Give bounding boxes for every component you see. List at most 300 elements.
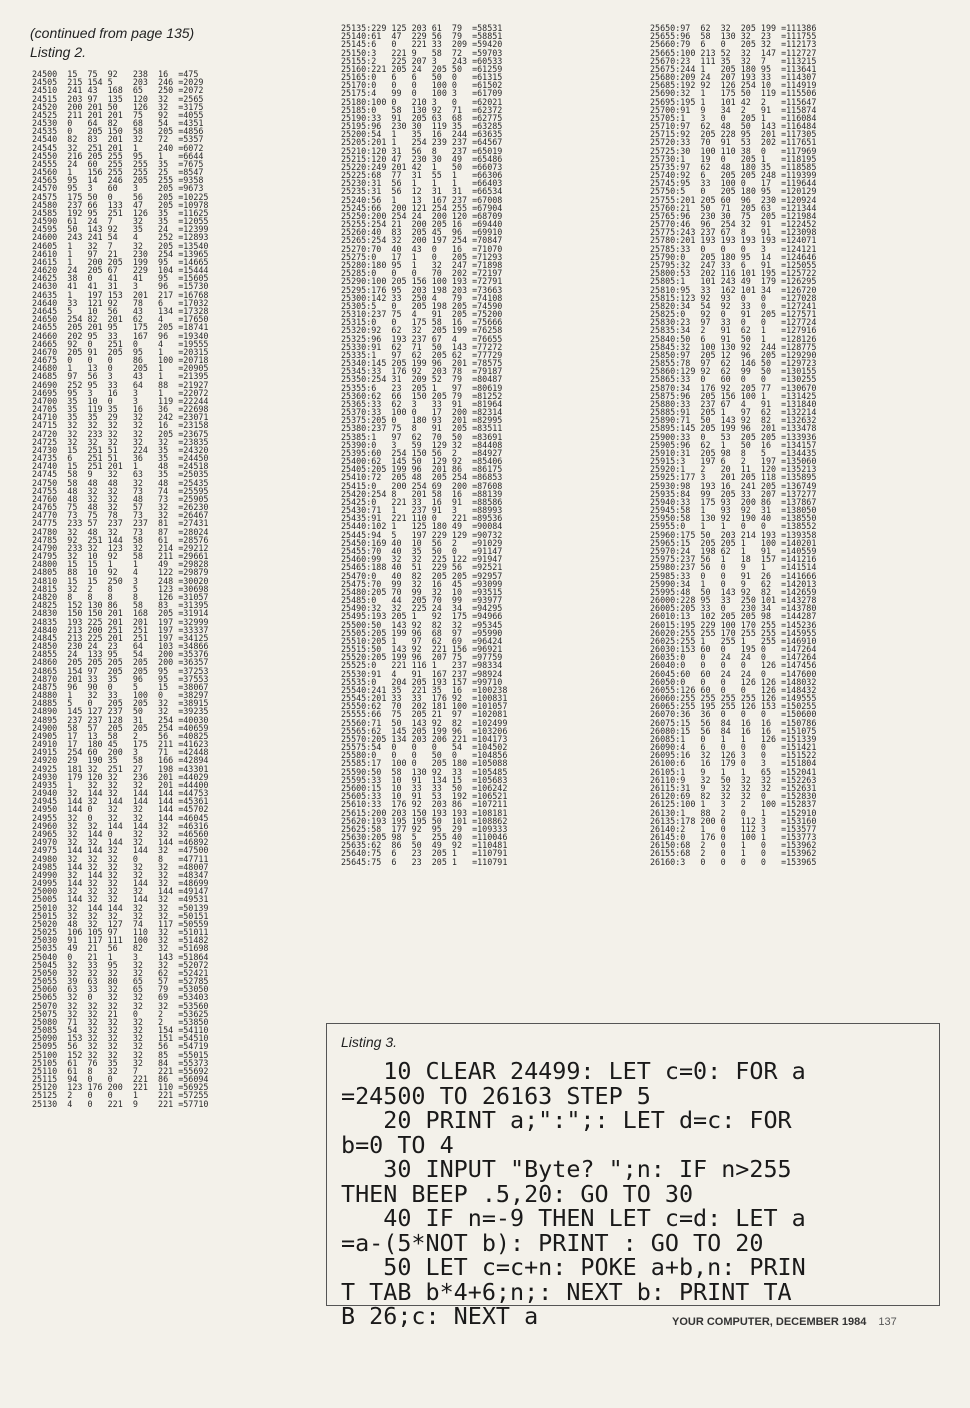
listing-row: 25815:123 92 93 0 0 =127028 [650,293,817,302]
code-line: =a-(5*NOT b): PRINT : GO TO 20 [341,1230,764,1255]
listing-row: 25660:79 6 0 205 32 =112173 [650,40,817,49]
listing-row: 25305:5 0 205 198 205 =74590 [341,301,503,311]
listing-row: 24635 1 197 153 201 217 =16768 [32,290,209,299]
listing-row: 25140:61 47 229 56 79 =58851 [341,32,503,41]
listing-row: 25730:1 19 0 205 1 =118195 [650,154,817,163]
listing-row: 25840:50 6 91 50 1 =128126 [650,334,817,343]
listing-row: 25680:209 24 207 193 33 =114307 [650,73,817,82]
listing-row: 24815 32 2 8 5 123 =30698 [32,584,209,593]
listing-row: 24530 0 64 82 68 54 =4351 [32,119,204,128]
listing-row: 25905:96 62 1 50 16 =134157 [650,440,817,449]
listing-row: 26055:126 60 0 0 126 =148432 [650,685,817,695]
listing-row: 25490:32 32 225 24 34 =94295 [341,604,503,613]
listing-row: 25180:100 0 210 3 0 =62021 [341,97,503,106]
listing-row: 25275:0 17 1 0 205 =71293 [341,252,503,261]
listing-row: 25265:254 32 200 197 254 =70847 [341,236,503,245]
listing-row: 24940 32 144 32 144 144 =44753 [32,789,209,798]
listing-row: 25035 49 21 56 82 32 =51698 [32,944,209,953]
listing-row: 24860 205 205 205 205 200 =36357 [32,658,209,667]
listing-row: 24835 193 225 201 201 197 =32999 [32,617,209,626]
listing-row: 24500 15 75 92 238 16 =475 [32,70,199,79]
listing-row: 25565:62 145 205 199 96 =103206 [341,726,508,735]
listing-row: 25080 71 32 32 32 2 =53850 [32,1017,209,1027]
listing-row: 25345:33 176 92 203 78 =79187 [341,367,503,376]
listing-row: 25390:0 3 59 129 32 =84408 [341,440,503,449]
listing-row: 25560:71 50 143 92 82 =102499 [341,718,508,727]
listing-row: 26010:13 102 205 205 98 =144287 [650,612,817,621]
listing-row: 26090:4 6 0 0 0 =151421 [650,743,817,752]
listing-row: 25060 63 33 32 65 79 =53050 [32,985,209,994]
listing-row: 26065:255 195 255 126 153 =150255 [650,702,817,711]
listing-row: 25210:120 31 56 8 237 =65019 [341,146,503,155]
listing-row: 24730 15 251 51 224 35 =24320 [32,445,209,455]
listing-row: 24685 97 56 3 43 1 =21395 [32,372,209,381]
listing-row: 25325:96 193 237 67 4 =76655 [341,334,503,343]
listing-row: 24795 32 10 92 58 211 =29661 [32,552,209,561]
listing-row: 25865:33 0 60 0 0 =130255 [650,375,817,384]
listing-row: 24575 175 50 0 56 205 =10225 [32,192,209,201]
listing-row: 24975 144 144 32 144 32 =47500 [32,846,209,855]
listing-row: 25605:33 10 91 53 192 =106521 [341,792,508,801]
listing-row: 24540 82 83 201 32 72 =5357 [32,135,204,144]
listing-row: 25250:200 254 24 200 120 =68709 [341,211,503,221]
listing-row: 25085 54 32 32 32 154 =54110 [32,1026,209,1035]
listing-row: 25875:96 205 156 100 1 =131425 [650,391,817,400]
listing-row: 24825 152 130 86 58 83 =31395 [32,601,209,610]
listing-row: 25040 0 21 1 3 143 =51864 [32,952,209,961]
listing-row: 26000:228 95 33 250 101 =143278 [650,596,817,605]
listing-row: 24620 24 205 67 229 104 =15444 [32,266,209,275]
listing-row: 25385:1 97 62 70 50 =83691 [341,432,503,441]
listing2-title: Listing 2. [30,44,87,60]
listing-row: 25735:97 62 48 180 35 =118585 [650,162,817,172]
listing-row: 26145:0 176 0 100 1 =153773 [650,833,817,842]
listing-row: 25715:92 205 228 95 201 =117305 [650,130,817,139]
listing-row: 24625 38 0 41 41 95 =15605 [32,274,209,283]
listing-row: 25090 153 32 32 32 151 =54510 [32,1034,209,1043]
magazine-name: YOUR COMPUTER, DECEMBER 1984 [672,1316,867,1328]
page-footer [672,1316,897,1328]
listing-row: 24565 95 14 246 205 255 =9358 [32,176,204,185]
listing-row: 25745:95 33 100 0 17 =119644 [650,179,817,188]
listing-row: 25435:91 221 110 0 221 =89536 [341,514,503,523]
listing-row: 25185:0 58 130 92 71 =62372 [341,105,503,114]
listing-row: 24755 48 32 32 73 74 =25595 [32,486,209,495]
listing-row: 25395:60 254 150 56 2 =84927 [341,448,503,458]
listing-row: 25520:205 199 96 207 75 =97759 [341,653,503,662]
listing-row: 24650 254 82 201 62 4 =17650 [32,315,209,324]
listing-row: 25015 32 32 32 32 32 =50151 [32,911,209,920]
listing-row: 24970 32 32 144 32 144 =46892 [32,838,209,847]
listing-row: 25100 152 32 32 32 85 =55015 [32,1050,209,1059]
listing-row: 25195:96 230 30 119 35 =63285 [341,122,503,131]
listing-row: 25010 32 144 144 32 32 =50139 [32,903,209,912]
continued-note: (continued from page 135) [30,25,195,41]
listing-row: 24910 17 180 45 175 211 =41623 [32,740,209,749]
listing-row: 25430:71 1 237 91 3 =88993 [341,506,503,515]
listing-row: 24880 1 32 33 100 0 =38297 [32,691,209,700]
listing-row: 25820:34 54 92 33 0 =127241 [650,301,817,311]
listing-row: 25125 2 0 0 1 221 =57255 [32,1091,209,1100]
listing-row: 25000 32 32 32 32 144 =49147 [32,887,209,896]
listing-row: 26140:2 1 0 112 3 =153577 [650,824,817,834]
listing-row: 24905 17 13 58 2 56 =40825 [32,731,209,741]
listing-row: 25635:62 86 50 49 92 =110481 [341,841,508,850]
listing-row: 25420:254 8 201 58 16 =88139 [341,489,503,498]
listing-row: 24830 150 150 201 168 205 =31914 [32,609,209,618]
listing-row: 24920 29 190 35 58 166 =42894 [32,756,209,765]
listing-row: 25495:193 205 1 92 175 =94966 [341,612,503,621]
listing-row: 24630 41 41 31 3 96 =15730 [32,282,209,291]
listing-row: 25075 32 32 21 0 2 =53625 [32,1009,209,1018]
listing-row: 25405:205 199 96 201 86 =86175 [341,465,503,474]
listing-row: 25525:0 221 116 1 237 =98334 [341,661,503,670]
listing-row: 26130:1 88 2 0 1 =152910 [650,808,817,817]
listing-row: 25690:32 1 175 50 119 =115506 [650,89,817,98]
listing-row: 24930 179 120 32 236 201 =44029 [32,772,209,781]
listing-row: 25600:15 10 33 33 50 =106242 [341,783,508,793]
listing-row: 25940:33 175 93 200 86 =137867 [650,497,817,507]
listing-row: 25770:46 96 254 32 91 =122452 [650,220,817,229]
listing-row: 25695:195 1 101 42 2 =115647 [650,97,817,106]
listing-row: 25500:50 143 92 82 32 =95345 [341,620,503,629]
code-line: B 26;c: NEXT a [341,1304,539,1329]
listing-row: 25880:33 237 67 4 91 =131840 [650,399,817,409]
listing-row: 24810 15 15 250 3 248 =30020 [32,576,209,585]
listing-row: 25260:40 83 205 45 96 =69910 [341,228,503,237]
code-line: 20 PRINT a;":";: LET d=c: FOR [341,1108,792,1133]
listing-row: 24645 5 10 56 43 134 =17328 [32,306,209,316]
listing-row: 25540:241 35 221 35 16 =100238 [341,685,508,695]
listing-row: 25200:54 1 35 16 244 =63635 [341,130,503,139]
code-line: 10 CLEAR 24499: LET c=0: FOR a [341,1059,806,1084]
listing-row: 25970:24 198 62 1 91 =140559 [650,547,817,556]
listing-row: 25095 56 32 32 32 56 =54719 [32,1042,209,1051]
listing-row: 25740:92 6 205 205 248 =119399 [650,171,817,180]
listing-row: 25360:62 66 150 205 79 =81252 [341,391,503,400]
listing-row: 24800 15 15 1 1 49 =29828 [32,560,209,569]
code-line: T TAB b*4+6;n;: NEXT b: PRINT TA [341,1279,792,1304]
listing-row: 24855 24 133 95 54 200 =35376 [32,650,209,659]
listing-row: 25725:30 100 110 38 0 =117969 [650,146,817,155]
listing-row: 24765 75 48 32 57 32 =26230 [32,503,209,512]
listing-row: 26035:0 0 24 24 0 =147264 [650,653,817,662]
listing-row: 25965:15 205 205 1 100 =140201 [650,538,817,547]
listing-row: 24955 32 0 32 32 144 =46045 [32,813,209,822]
listing-row: 25570:205 134 203 206 221 =104173 [341,734,508,744]
listing-row: 25150:3 221 9 58 72 =59703 [341,48,503,57]
listing-row: 25295:176 95 203 198 203 =73663 [341,285,503,294]
listing-row: 25145:6 0 221 33 209 =59420 [341,40,503,49]
listing-row: 25750:5 0 205 180 95 =120129 [650,187,817,196]
listing-row: 26095:16 32 126 3 0 =151522 [650,751,817,760]
listing-row: 25930:98 193 16 241 205 =136749 [650,481,817,490]
listing-row: 25005 144 32 32 144 32 =49531 [32,895,209,904]
listing-row: 25595:33 10 91 134 15 =105683 [341,775,508,784]
listing-row: 24785 92 251 144 58 61 =28576 [32,535,209,544]
listing-row: 25910:31 205 98 8 5 =134435 [650,448,817,458]
listing-row: 25530:91 4 91 167 237 =98924 [341,669,503,678]
listing-row: 26045:60 60 24 24 0 =147600 [650,669,817,678]
listing-row: 25045 32 33 95 32 32 =52072 [32,960,209,969]
page-header [30,24,310,62]
listing-row: 24820 8 8 8 8 126 =31057 [32,593,209,602]
listing-row: 25800:53 202 116 101 195 =125722 [650,269,817,278]
listing-row: 26005:205 33 0 230 34 =143780 [650,604,817,613]
listing-row: 24865 154 97 205 205 95 =37253 [32,666,209,675]
listing-row: 24570 95 3 60 3 205 =9673 [32,184,204,193]
listing-row: 25070 32 32 32 32 32 =53560 [32,1001,209,1010]
listing-row: 24915 254 60 200 3 71 =42448 [32,748,209,757]
listing-row: 26100:6 16 179 0 3 =151804 [650,759,817,768]
listing-row: 26070:36 36 0 0 0 =150600 [650,710,817,719]
listing-row: 25990:34 1 0 9 62 =142013 [650,579,817,588]
listing-row: 24510 241 43 168 65 250 =2072 [32,86,204,95]
listing-row: 25220:249 201 42 1 50 =66073 [341,162,503,172]
code-line: =24500 TO 26163 STEP 5 [341,1083,651,1108]
listing-row: 26150:68 2 0 1 0 =153962 [650,841,817,850]
listing-row: 25370:33 100 0 17 200 =82314 [341,408,503,417]
listing-row: 25755:201 205 60 96 230 =120924 [650,195,817,204]
listing-row: 25165:0 6 6 50 0 =61315 [341,73,503,82]
listing-row: 24700 35 10 0 3 119 =22244 [32,396,209,406]
listing-row: 25895:145 205 199 96 201 =133478 [650,424,817,433]
code-line: 40 IF n=-9 THEN LET c=d: LET a [341,1206,806,1231]
listing-row: 25410:72 205 48 205 254 =86853 [341,473,503,482]
listing-row: 25720:33 70 91 53 202 =117651 [650,138,817,147]
listing-row: 25585:17 100 0 205 180 =105088 [341,759,508,768]
listing-row: 25155:2 225 207 3 243 =60533 [341,56,503,65]
listing-row: 26075:15 56 84 16 16 =150786 [650,718,817,727]
listing-row: 25900:33 0 53 205 205 =133936 [650,432,817,441]
listing-row: 25315:0 0 175 58 16 =75666 [341,318,503,327]
listing-row: 25625:58 177 92 95 29 =109333 [341,824,508,834]
listing-row: 24845 213 225 201 251 197 =34125 [32,633,209,643]
listing-row: 25340:145 205 199 96 201 =78575 [341,359,503,368]
listing-row: 26080:15 56 84 16 16 =151075 [650,726,817,735]
listing-row: 25620:193 195 195 50 101 =108862 [341,816,508,825]
listing-row: 25310:237 75 4 91 205 =75200 [341,310,503,319]
listing-row: 25870:34 176 92 205 77 =130670 [650,383,817,392]
listing-row: 25065 32 0 32 32 69 =53403 [32,993,209,1002]
listing-row: 24520 200 201 50 126 32 =3175 [32,102,204,111]
listing-row: 25330:91 62 71 50 143 =77272 [341,342,503,351]
listing-row: 25795:32 247 33 6 91 =125055 [650,260,817,270]
listing-row: 25860:129 92 62 99 50 =130155 [650,367,817,376]
listing-row: 25025 106 105 97 110 32 =51011 [32,928,209,937]
listing-row: 25455:70 40 35 50 0 =91147 [341,547,503,556]
listing-row: 24950 144 0 32 32 144 =45702 [32,805,209,814]
listing-row: 24605 1 32 7 32 205 =13540 [32,241,209,250]
listing-row: 25335:1 97 62 205 62 =77729 [341,350,503,360]
listing-row: 25205:201 1 254 239 237 =64567 [341,138,503,147]
listing-row: 25950:58 130 92 190 40 =138550 [650,514,817,523]
listing-row: 25575:54 0 0 0 54 =104502 [341,743,508,752]
listing-row: 25245:66 200 121 254 255 =67904 [341,203,503,212]
listing-row: 25400:62 145 50 129 92 =85406 [341,457,503,466]
listing-row: 24900 58 57 205 205 254 =40659 [32,723,209,732]
listing-row: 24735 6 251 51 36 35 =24450 [32,454,209,463]
listing-row: 25885:91 205 1 97 62 =132214 [650,408,817,417]
listing-row: 24505 215 154 5 203 246 =2029 [32,78,204,87]
listing-row: 25270:70 40 43 0 16 =71070 [341,244,503,253]
listing-row: 25655:96 58 130 32 23 =111755 [650,32,817,41]
listing-row: 26160:3 0 0 0 0 =153965 [650,857,817,866]
listing-row: 25170:0 0 0 100 0 =61502 [341,81,503,90]
listing-row: 25365:33 62 3 33 91 =81964 [341,399,503,409]
listing-row: 24990 32 144 32 32 32 =48347 [32,870,209,880]
listing-row: 24580 237 66 133 47 205 =10978 [32,200,209,209]
listing-row: 24660 202 95 33 167 96 =19340 [32,331,209,340]
listing-row: 25980:237 56 0 9 1 =141514 [650,563,817,572]
listing-row: 25765:96 230 30 75 205 =121984 [650,211,817,221]
listing-row: 25110 61 8 32 7 221 =55692 [32,1066,209,1076]
listing-row: 24615 1 200 205 199 95 =14665 [32,257,209,267]
page-number: 137 [878,1316,897,1328]
listing-row: 24710 35 35 29 32 242 =23071 [32,413,209,422]
listing-row: 24705 35 119 35 16 36 =22698 [32,405,209,414]
listing-row: 24600 243 241 54 4 252 =12893 [32,233,209,242]
listing-row: 25290:100 205 156 100 193 =72791 [341,277,503,286]
code-line: 30 INPUT "Byte? ";n: IF n>255 [341,1157,792,1182]
listing-row: 25670:23 111 35 32 7 =113215 [650,56,817,65]
listing-row: 25215:120 47 230 30 49 =65486 [341,154,503,163]
listing-row: 26105:1 9 1 1 65 =152041 [650,767,817,776]
code-line: b=0 TO 4 [341,1132,454,1157]
listing-row: 26040:0 0 0 0 126 =147456 [650,661,817,670]
listing-row: 25685:192 92 126 254 10 =114919 [650,81,817,90]
listing-row: 25535:0 204 205 193 157 =99710 [341,677,503,686]
listing-row: 25995:48 50 143 92 82 =142659 [650,587,817,597]
listing-row: 25580:0 0 0 50 0 =104856 [341,751,508,760]
listing-row: 25225:68 77 31 55 1 =66306 [341,171,503,180]
listing-row: 25235:31 56 12 31 31 =66534 [341,187,503,196]
listing-row: 25440:102 1 125 180 49 =90084 [341,522,503,531]
listing-row: 24720 32 233 32 32 205 =23675 [32,429,209,438]
listing-row: 24670 205 91 205 95 1 =20315 [32,347,209,357]
listing-row: 24715 32 32 32 32 16 =23158 [32,421,209,430]
listing-row: 25280:180 95 1 32 247 =71898 [341,260,503,270]
listing-row: 24525 211 201 201 75 92 =4055 [32,110,204,120]
listing-row: 25450:169 40 10 56 2 =91029 [341,538,503,547]
listing-row: 26050:0 0 0 126 126 =148032 [650,677,817,686]
listing-row: 24665 92 0 251 0 4 =19555 [32,339,209,348]
listing-row: 24695 95 3 16 3 1 =22072 [32,388,209,397]
listing-row: 26135:178 200 0 112 3 =153160 [650,816,817,825]
listing-row: 26110:9 32 50 32 32 =152263 [650,775,817,784]
listing-row: 25050 32 32 32 32 62 =52421 [32,968,209,978]
listing-row: 25160:221 205 24 205 50 =61259 [341,64,503,74]
listing-row: 25320:92 62 32 205 199 =76258 [341,326,503,335]
listing-row: 25465:188 40 51 229 56 =92521 [341,563,503,572]
listing-row: 25105 61 76 35 32 84 =55373 [32,1058,209,1067]
listing-row: 25555:66 75 205 21 97 =102081 [341,710,508,719]
listing-row: 24885 5 0 205 205 32 =38915 [32,699,209,708]
listing-row: 26085:1 0 1 1 126 =151339 [650,734,817,744]
listing-row: 25470:0 40 82 205 205 =92957 [341,571,503,580]
listing-row: 24780 32 48 32 73 87 =28024 [32,527,209,536]
listing-row: 25855:78 97 62 146 50 =129723 [650,359,817,368]
listing-row: 24760 48 32 32 48 73 =25905 [32,494,209,504]
listing-row: 25130 4 0 221 9 221 =57710 [32,1099,209,1108]
listing-row: 25300:142 33 250 4 79 =74108 [341,293,503,302]
listing-row: 26115:31 9 32 32 32 =152631 [650,783,817,793]
listing-row: 25700:91 9 34 2 91 =115874 [650,105,817,114]
listing-row: 25460:99 32 32 225 122 =91947 [341,555,503,564]
listing-row: 25055 39 63 80 65 57 =52785 [32,977,209,986]
listing-row: 25355:6 23 205 1 97 =80619 [341,383,503,392]
listing-row: 25785:33 0 0 0 3 =124121 [650,244,817,253]
listing-row: 25590:50 58 130 92 33 =105485 [341,767,508,776]
listing-row: 24840 213 200 251 251 197 =33337 [32,625,209,634]
listing-row: 24960 32 32 144 144 32 =46316 [32,821,209,830]
listing-row: 25230:31 56 1 1 1 =66403 [341,179,503,188]
listing-row: 25480:205 70 99 32 10 =93515 [341,587,503,597]
listing-row: 24995 144 32 32 144 32 =48699 [32,879,209,888]
listing-row: 26025:255 1 255 1 255 =146910 [650,636,817,646]
listing-row: 24895 237 237 128 31 254 =40030 [32,715,209,724]
listing-row: 24805 88 10 92 4 122 =29879 [32,568,209,577]
listing-row: 25615:200 203 150 193 193 =108181 [341,808,508,817]
listing-row: 26060:255 255 255 255 126 =149555 [650,694,817,703]
listing-row: 24980 32 32 32 0 8 =47711 [32,854,209,863]
listing-row: 25475:70 99 32 16 45 =93099 [341,579,503,588]
code-line: 50 LET c=c+n: POKE a+b,n: PRIN [341,1255,806,1280]
listing-row: 25960:175 50 203 214 193 =139358 [650,530,817,539]
listing-row: 24610 1 97 21 230 254 =13965 [32,249,209,258]
listing-row: 25505:205 199 96 68 97 =95990 [341,628,503,637]
listing-row: 25240:56 1 13 167 237 =67008 [341,195,503,204]
listing-row: 24675 0 0 0 86 100 =20718 [32,356,209,365]
listing-row: 24890 145 127 237 50 32 =39235 [32,707,209,716]
listing-row: 25710:97 62 48 50 143 =116484 [650,122,817,131]
listing-row: 24725 32 32 32 32 32 =23835 [32,437,209,446]
listing-row: 25890:71 50 143 92 82 =132632 [650,416,817,425]
listing-row: 24680 1 13 0 205 1 =20905 [32,364,209,373]
listing-row: 25935:84 99 205 33 207 =137277 [650,489,817,498]
listing-row: 24655 205 201 95 175 205 =18741 [32,323,209,332]
listing-row: 25190:33 91 205 63 68 =62775 [341,113,503,123]
listing-row: 24965 32 144 0 32 32 =46560 [32,829,209,839]
listing-row: 24875 96 90 0 5 15 =38067 [32,682,209,692]
listing-row: 24515 203 97 135 120 32 =2565 [32,94,204,103]
listing-row: 25545:201 33 33 176 92 =100831 [341,694,508,703]
listing-row: 26030:153 60 0 195 0 =147264 [650,645,817,654]
listing-row: 25805:1 101 243 49 179 =126295 [650,277,817,286]
listing-row: 25830:23 97 33 0 0 =127724 [650,318,817,327]
listing-row: 24555 24 60 255 255 35 =7675 [32,159,204,169]
listing-row: 25255:254 21 200 205 16 =69440 [341,220,503,229]
listing-row: 24770 73 75 78 73 32 =26467 [32,511,209,520]
listing-row: 24585 192 95 251 126 35 =11625 [32,208,209,218]
code-line: THEN BEEP .5,20: GO TO 30 [341,1181,694,1206]
listing-row: 24545 32 251 201 1 240 =6072 [32,143,204,152]
listing3-title: Listing 3. [341,1034,398,1050]
listing-row: 24935 1 32 32 32 201 =44400 [32,780,209,790]
listing-row: 24595 50 143 92 35 24 =12399 [32,225,209,234]
listing-row: 25925:177 3 201 205 118 =135895 [650,473,817,482]
listing2-column-1 [32,70,302,1305]
listing-row: 25985:33 0 0 91 26 =141666 [650,571,817,580]
listing-row: 25375:205 0 180 93 201 =82995 [341,416,503,425]
listing-row: 24750 58 48 48 32 48 =25435 [32,478,209,487]
listing-row: 24775 233 57 237 237 81 =27431 [32,519,209,528]
listing-row: 25760:21 50 71 205 63 =121344 [650,203,817,212]
listing-row: 26120:69 82 32 32 0 =152830 [650,792,817,801]
listing-row: 24790 233 32 123 32 214 =29212 [32,543,209,553]
listing-row: 25020 48 32 127 74 117 =50559 [32,919,209,929]
listing-row: 25810:95 33 162 101 34 =126720 [650,285,817,294]
